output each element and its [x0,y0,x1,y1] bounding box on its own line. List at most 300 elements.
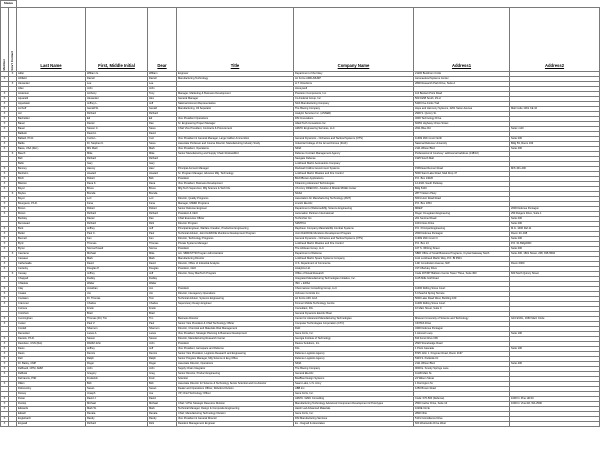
cell-dear: Dan [148,217,177,222]
cell-address2: Suite 200 [510,247,600,252]
cell-member-flag: X [1,92,9,97]
cell-title: President & CEO [177,212,294,217]
cell-first-name: Randy [86,417,148,422]
cell-member-flag: X [1,187,9,192]
cell-title: Business Director [177,317,294,322]
cell-title: Director, Technology Programs [177,237,294,242]
cell-last-name: Chappell [17,277,86,282]
cell-address1: 1020E Circle [414,407,510,412]
cell-address1: 3400 Defense Pentagon [414,327,510,332]
cell-last-name: Bawa, USA (Ret.) [17,147,86,152]
cell-company: Kittanning Advanced Technologies [294,182,414,187]
cell-first-name: Richard [86,212,148,217]
cell-address2: Room 0000 [510,262,600,267]
cell-last-name: Dorsey [17,392,86,397]
cell-dear: Jeff [148,347,177,352]
header-address1: Address1 [414,8,510,72]
cell-company: Integrated Manufacturing Technologies Initiative, Inc. [294,277,414,282]
cell-dear: Dudley [148,277,177,282]
cell-title: Vice President & General Manager, Large Caliber Ammunition [177,137,294,142]
cell-company: Precision Components, Inc. [294,92,414,97]
cell-title: Director, Navy ManTech Program [177,272,294,277]
cell-last-name: Davis [17,347,86,352]
cell-company: AMVIC / EMC Consulting [294,397,414,402]
cell-address1: 2111 Wilson Blvd. [414,362,510,367]
cell-member-flag: X [1,357,9,362]
cell-company: NDIA [294,147,414,152]
header-dear: Dear [148,8,177,72]
cell-address2: Suite 200 [510,217,600,222]
cell-address1: 2530 Carrier Drive, Suite 10 [414,402,510,407]
cell-address1: 5613 E58 South, #3-H [414,97,510,102]
cell-company: Navigate Defense [294,157,414,162]
cell-title: Director Program [177,222,294,227]
cell-dear: Jeff [148,102,177,107]
cell-company: DSI Manufacturing Services [294,417,414,422]
cell-title: Vice President & General Director [177,417,294,422]
cell-company: Johnson Controls Inc. [294,292,414,297]
cell-address2: Room 3C-198 [510,232,600,237]
cell-address1: 1 Aircourt Loop [414,332,510,337]
cell-address1: 1509 East Renner Road [414,167,510,172]
cell-gov-contact-flag: X [9,82,17,87]
cell-member-flag: X [1,342,9,347]
cell-last-name: Boyles [17,192,86,197]
cell-first-name: Curtis L. [86,137,148,142]
cell-address2: 253 Rutgers Drive, Suite 1 [510,212,600,217]
cell-title: President [177,247,294,252]
cell-first-name: Michael [86,402,148,407]
cell-gov-contact-flag: X [9,152,17,157]
cell-address1: Code: 070-500 (Defense) [414,397,510,402]
cell-title: Mfg Tech Supervisor, Mfg Science & Tech Div [177,187,294,192]
cell-title: Director, Quality Programs [177,197,294,202]
cell-address1: 10 Main Street, Suite 0 [414,307,510,312]
cell-address1: Aeronautical Systems Center [414,77,510,82]
cell-last-name: Allen [17,87,86,92]
cell-title: Supply Chain Integrator [177,367,294,372]
cell-first-name: Paul V. [86,322,148,327]
cell-first-name: Frank [86,307,148,312]
cell-title: Manufacturing Director [177,257,294,262]
cell-company: Allied Tech Innovations Inc. [294,122,414,127]
cell-address1: 8725 John J. Kingman Road, Room 3137 [414,352,510,357]
cell-title: Resident Management Engineer [177,422,294,427]
cell-dear: John [148,342,177,347]
cell-address2: Suite 200 [510,222,600,227]
cell-address1: 2111 Wilson Blvd. [414,147,510,152]
cell-company: The Boeing Company [294,107,414,112]
cell-title: Supervisory Design Engineer [177,302,294,307]
cell-company: Air Force AFRL/MLMP [294,77,414,82]
cell-dear: Richard [148,157,177,162]
cell-address2: Suite 406, 1801 Street, 208, 935-5594 [510,252,600,257]
cell-last-name: Archuff [17,107,86,112]
cell-last-name: Blanton [17,182,86,187]
cell-address1: 2900 S. Quincy St. [414,112,510,117]
cell-address1: 4600 Technology Drive [414,117,510,122]
cell-address1: P.O. Box 1054 [414,202,510,207]
cell-company: NAS Manufacturing Company [294,102,414,107]
cell-company: Defense Logistics Agency [294,352,414,357]
cell-first-name: Gregory [86,372,148,377]
cell-title: Manufacturing, Oil Separator [177,107,294,112]
cell-first-name: Richard [86,112,148,117]
cell-dear: John [148,87,177,92]
cell-title: Director, Manufacturing Research Center [177,337,294,342]
cell-last-name: Arc [17,112,86,117]
cell-dear: Douglas [148,267,177,272]
cell-dear: Greg [148,372,177,377]
cell-last-name: Beech [17,152,86,157]
cell-first-name: Ed [86,117,148,122]
cell-first-name: Douglas P. [86,267,148,272]
cell-address1: 110 Beckett Point Road [414,92,510,97]
cell-address2: 1000 N. Vine Rd, WA 2500 [510,402,600,407]
cell-last-name: Damecker [17,332,86,337]
cell-last-name: Bumstead [17,222,86,227]
cell-address2: Suite 400 [510,362,600,367]
cell-dear: Jeff [148,227,177,232]
cell-title: Senior Program Manager, Mfg Science & Eng Office [177,357,294,362]
cell-first-name: Norma Powell [86,247,148,252]
cell-first-name: Robert [86,177,148,182]
cell-address1: CINTAS Drive [414,322,510,327]
cell-last-name: Engwall [17,422,86,427]
cell-last-name: Adler [17,72,86,77]
cell-company: US Army RDECOM - Aviation & Missile RD&E Center [294,187,414,192]
cell-company: H.T. Directions [294,82,414,87]
cell-dear: Roger [148,362,177,367]
cell-first-name: Fana [86,202,148,207]
cell-last-name: Alexander [17,82,86,87]
cell-member-flag: X [1,142,9,147]
cell-address1: Hope and Harmony Systems, 2201 Seton Avenue [414,107,510,112]
cell-title: VP, Chief Technology Officer [177,392,294,397]
cell-first-name: Renata [86,412,148,417]
cell-last-name: Dobrovolny [17,387,86,392]
cell-last-name: Edwards [17,407,86,412]
cell-title: Vice President, Operations [177,147,294,152]
cell-dear: Walter [148,282,177,287]
cell-member-flag: X [1,407,9,412]
cell-company: Lockheed Martin Missiles and Fire Control [294,172,414,177]
cell-member-flag: X [1,267,9,272]
cell-first-name: Mike [86,152,148,157]
cell-last-name: Dell [17,357,86,362]
cell-first-name: Richard [86,157,148,162]
cell-company: ISIC + EDSA [294,282,414,287]
cell-dear: Joe [148,392,177,397]
cell-title: Scientist [177,377,294,382]
cell-dear: Steve [148,127,177,132]
cell-dear: Robert [148,207,177,212]
cell-first-name: Lori [86,197,148,202]
cell-dear: David [148,397,177,402]
cell-title: Principal Account Manager [177,167,294,172]
cell-first-name: RADM John [86,342,148,347]
cell-dear: Brad [148,312,177,317]
cell-last-name: Ahlfield [17,77,86,82]
cell-first-name: Brad [86,312,148,317]
cell-first-name: Darrell [86,77,148,82]
cell-company: TechnoVer Inc. [294,217,414,222]
cell-gov-contact-flag: X [9,272,17,277]
cell-first-name: Brenda [86,192,148,197]
cell-first-name: Alexander [86,97,148,102]
cell-last-name: Bauer [17,127,86,132]
cell-last-name: Davidson, USN (Ret) [17,342,86,347]
cell-last-name: DeFrancis, PhD [17,377,86,382]
cell-dear: Rick [148,222,177,227]
cell-company: The Boeing Company [294,367,414,372]
cell-address1: 1111 Lockheed Martin Way, P.O. Bl 3504 [414,257,510,262]
cell-member-flag: X [1,322,9,327]
cell-address1: 600 Westwinds Drive West [414,422,510,427]
cell-company: Department of Defense/Mfg. Science Engineering [294,207,414,212]
cell-address1: Roger Omegleant Engineering [414,212,510,217]
cell-dear: Mike [148,252,177,257]
cell-company: Department of Defense [294,252,414,257]
cell-first-name: Steven [86,337,148,342]
cell-member-flag: X [1,127,9,132]
cell-company: Georgia Institute of Technology [294,337,414,342]
cell-dear: Fana [148,202,177,207]
cell-first-name: Gary [86,162,148,167]
cell-address2: Suite 400 [510,147,600,152]
cell-title: Private Systems Manager [177,242,294,247]
cell-company: Gene Forts, Inc. [294,392,414,397]
cell-dear: William [148,72,177,77]
cell-member-flag: X [1,117,9,122]
cell-title: Vice President, Aerospace and Defense [177,347,294,352]
cell-title: Manager, MR&D Programs [177,202,294,207]
cell-address1: 11399 16th Court North [414,137,510,142]
cell-last-name: Cessay [17,272,86,277]
cell-first-name: Susan [86,387,148,392]
cell-dear: Ken [148,237,177,242]
cell-company: General Dynamics Electric Boat [294,312,414,317]
table-row [1,422,600,427]
cell-company: Consultant, DG [294,307,414,312]
cell-address1: 11000 Rolling Stone Court [414,287,510,292]
cell-first-name: Joseph [86,392,148,397]
cell-member-flag: X [1,422,9,427]
cell-member-flag: X [1,257,9,262]
cell-dear: Randy [148,417,177,422]
cell-company: Kilo [294,347,414,352]
cell-last-name: Coates [17,292,86,297]
cell-company: Birch/Brown Applications [294,177,414,182]
cell-title: Senior Defense Engineer [177,207,294,212]
cell-first-name: Bob [86,382,148,387]
cell-first-name: Lance A. [86,332,148,337]
cell-company: Center for Advanced Manufacturing Technologies [294,317,414,322]
cell-member-flag: X [1,297,9,302]
cell-dear: Paul [148,322,177,327]
cell-address1: 2600 Defense Pentagon [414,232,510,237]
cell-address1: 5000 Lake Road West, Building 160 [414,297,510,302]
cell-dear: Mark [148,407,177,412]
cell-address2: P.O. 01 Bldg/DFD [510,242,600,247]
cell-address2: M.G. 1000 Ref.11 [510,227,600,232]
cell-first-name: Mark W. [86,407,148,412]
cell-dear: David [148,132,177,137]
cell-address1: 2011 Blue Rd [414,127,510,132]
cell-title: Engineer [177,72,294,77]
cell-address1: 6601 Hunt Road Road [414,197,510,202]
cell-last-name: Brown [17,207,86,212]
cell-dear: Tony [148,92,177,97]
cell-address2: 2000 Defense Pentagon [510,207,600,212]
cell-member-flag: X [1,262,9,267]
cell-dear: Susan [148,387,177,392]
cell-last-name: Cunningham [17,317,86,322]
cell-gov-contact-flag: X [9,192,17,197]
cell-first-name: Richard [86,422,148,427]
cell-member-flag: X [1,397,9,402]
cell-first-name: Dudley [86,277,148,282]
cell-last-name: Bourgeois, Ph.D. [17,202,86,207]
cell-dear: Paul [148,232,177,237]
cell-title: Director, Interagency Operations [177,292,294,297]
cell-address1: 107 S. Whiting Street [414,247,510,252]
cell-company: General Dynamics - Ordnance and Tactical Systems (OTS) [294,237,414,242]
cell-dear: Jon [148,287,177,292]
cell-first-name: Jeffrey [86,227,148,232]
cell-member-flag: X [1,382,9,387]
cell-title: Sr. Engineering Project Manager [177,122,294,127]
cell-company: The Arbitean Group, LLC [294,247,414,252]
cell-company: Co-Federal Group, Inc. [294,97,414,102]
cell-dear: Darrell [148,77,177,82]
cell-last-name: Burk [17,227,86,232]
cell-member-flag: X [1,287,9,292]
cell-first-name: Shannon [86,327,148,332]
cell-address2: 600 North Quincy Street [510,272,600,277]
cell-member-flag: X [1,232,9,237]
cell-company: Department of the Navy [294,72,414,77]
cell-first-name: Ralph [86,357,148,362]
cell-address1: 5101 Coincidence Drive [414,417,510,422]
cell-company: NASA [294,192,414,197]
cell-company: Analytica Ltd. [294,267,414,272]
cell-dear: Thomas [148,242,177,247]
cell-first-name: Dr. Thomas [86,297,148,302]
cell-company: Lockheed Martin Space Systems Company [294,257,414,262]
cell-dear: Mark [148,257,177,262]
cell-title: Associate Director for Science & Technology Senior Scientist and Co-director [177,382,294,387]
cell-company: U.S. Department of Commerce [294,262,414,267]
header-address2: Address2 [510,8,600,72]
cell-title: Director, Chemical and Materials Risk Management [177,327,294,332]
cell-dear: Curt [148,137,177,142]
cell-last-name: Dr. Bailey, CMP [17,362,86,367]
cell-dear: Tom [148,297,177,302]
header-last-name: Last Name [17,8,86,72]
cell-last-name: Benney [17,167,86,172]
cell-member-flag: X [1,182,9,187]
cell-member-flag: X [1,147,9,152]
cell-address1: 813 Ferst Drive NW [414,337,510,342]
header-company: Company Name [294,8,414,72]
cell-address1: 3171 Berkley Drive [414,267,510,272]
cell-member-flag: X [1,197,9,202]
cell-company: General Electric [294,372,414,377]
header-gov-contact: Gov't Contact [9,8,17,72]
cell-first-name: Michael [86,252,148,257]
cell-first-name: David [86,262,148,267]
cell-dear: Bob [148,177,177,182]
cell-title: Chief, Manufacturing Technology Division [177,412,294,417]
cell-last-name: Chlaskia [17,282,86,287]
cell-dear: Michael [148,402,177,407]
cell-address2: Suite 200 [510,237,600,242]
cell-address1: 14th Constitution Avenue, NW [414,262,510,267]
cell-first-name: Harvey [86,167,148,172]
cell-dear: Frank [148,307,177,312]
cell-company: Analytic Services Inc. (ANSER) [294,112,414,117]
cell-dear: Brenda [148,192,177,197]
cell-first-name: Jeffrey [86,272,148,277]
cell-first-name: Thomas [86,242,148,247]
cell-first-name: Dr. Stephen K. [86,142,148,147]
cell-member-flag: X [1,277,9,282]
cell-last-name: Byrd [17,242,86,247]
cell-company: Kimmer Mobile Technology Centre [294,302,414,307]
cell-last-name: Boyer [17,197,86,202]
cell-first-name: Richard [86,222,148,227]
cell-first-name: Lee [86,82,148,87]
cell-last-name: Aquarelli [17,97,86,102]
cell-dear: Bob [148,382,177,387]
cell-member-flag: X [1,167,9,172]
cell-title: President [177,342,294,347]
cell-last-name: Dillen [17,382,86,387]
cell-dear: Alex [148,97,177,102]
cell-address1: 1 Point Cascade [414,347,510,352]
cell-address1: 1925 South Mall [414,157,510,162]
cell-address1: 11000 Rolling Stone Court [414,302,510,307]
cell-company: Lincoln Electric [294,202,414,207]
cell-member-flag: X [1,362,9,367]
cell-company: Harsh Led Advanced Materials [294,407,414,412]
cell-first-name: Jeffrey [86,347,148,352]
cell-dear: Gerald [148,107,177,112]
cell-company: Manufacturing Technology Advanced Component Development & Prototypes [294,402,414,407]
cell-title: President [177,177,294,182]
cell-dear: Charles [148,302,177,307]
cell-dear: Ed [148,117,177,122]
cell-company: Computer Technologies Corporation (CTC) [294,322,414,327]
cell-member-flag: X [1,242,9,247]
cell-company: Gene Forts, Inc. [294,412,414,417]
cell-dear: Fred [148,377,177,382]
cell-company: Defense Contract Management Agency [294,152,414,157]
cell-address1: 1001 Noss Drive [414,222,510,227]
cell-last-name: DeBoard, CPM, AMM [17,367,86,372]
cell-company: Automation Partners International [294,212,414,217]
cell-first-name: MG Mark [86,147,148,152]
cell-last-name: Edwell [17,412,86,417]
cell-address1: 60051 Highway Chore Street [414,122,510,127]
cell-dear: Lee [148,82,177,87]
cell-first-name: Thomas (Dr.) Tim [86,317,148,322]
cell-last-name: Cerlecky [17,267,86,272]
cell-address1: 11130 Main St. [414,372,510,377]
cell-company: EL - Dagnell & Associates [294,422,414,427]
cell-company: Lockheed Martin Missiles and Fire Control [294,242,414,247]
